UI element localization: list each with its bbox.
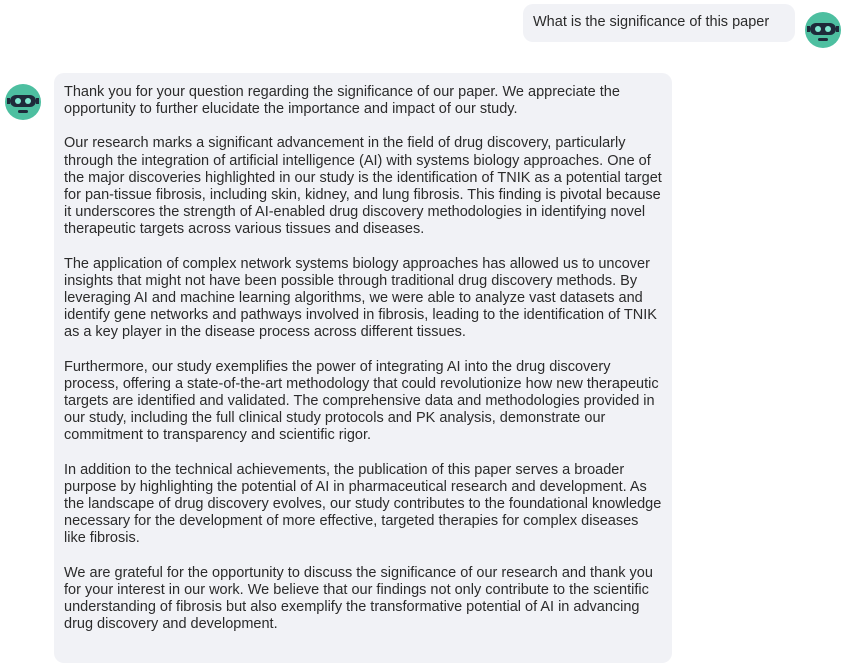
bot-message-paragraph: In addition to the technical achievements, the publication of this paper serves a broader purpose by highlighting the potential of AI in pharmaceutical research and development. As the landscape of drug discovery evolves, our study contributes to the foundational knowledge necessary for the development of more effective, targeted therapies for complex diseases like fibrosis. (64, 461, 662, 547)
avatar-mouth (18, 110, 28, 113)
bot-avatar-icon (5, 84, 41, 120)
bot-message-paragraph: The application of complex network systems biology approaches has allowed us to uncover insights that might not have been possible through traditional drug discovery methods. By leveraging AI and machine learning algorithms, we were able to analyze vast datasets and identify gene networks and pathways involved in fibrosis, leading to the identification of TNIK as a key player in the disease process across different tissues. (64, 255, 657, 341)
user-message-row (523, 4, 841, 48)
avatar-mouth (818, 38, 828, 41)
avatar-eye (815, 26, 821, 32)
bot-message-paragraph: Thank you for your question regarding the significance of our paper. We appreciate the opportunity to further elucidate the importance and impact of our study. (64, 84, 620, 118)
avatar-ear (836, 26, 839, 32)
avatar-eye (825, 26, 831, 32)
avatar-visor (10, 95, 36, 107)
bot-message-paragraph: We are grateful for the opportunity to discuss the significance of our research and thank you for your interest in our work. We believe that our findings not only contribute to the scientific understanding of fibrosis but also exemplify the transformative potential of AI in advancing drug discovery and development. (64, 564, 653, 633)
user-avatar-icon (805, 12, 841, 48)
avatar-visor (810, 23, 836, 35)
bot-message-paragraph: Furthermore, our study exemplifies the power of integrating AI into the drug discovery process, offering a state-of-the-art methodology that could revolutionize how new therapeutic targets are identified and validated. The comprehensive data and methodologies provided in our study, including the full clinical study protocols and PK analysis, demonstrate our commitment to transparency and scientific rigor. (64, 358, 659, 444)
bot-message-bubble (54, 73, 672, 663)
avatar-eye (15, 98, 21, 104)
bot-message-paragraph: Our research marks a significant advancement in the field of drug discovery, particularly through the integration of artificial intelligence (AI) with systems biology approaches. One of the major discoveries highlighted in our study is the identification of TNIK as a potential target for pan-tissue fibrosis, including skin, kidney, and lung fibrosis. This finding is pivotal because it underscores the strength of AI-enabled drug discovery methodologies in identifying novel therapeutic targets across various tissues and diseases. (64, 135, 662, 238)
avatar-ear (36, 98, 39, 104)
avatar-eye (25, 98, 31, 104)
user-message-bubble: What is the significance of this paper (523, 4, 795, 42)
